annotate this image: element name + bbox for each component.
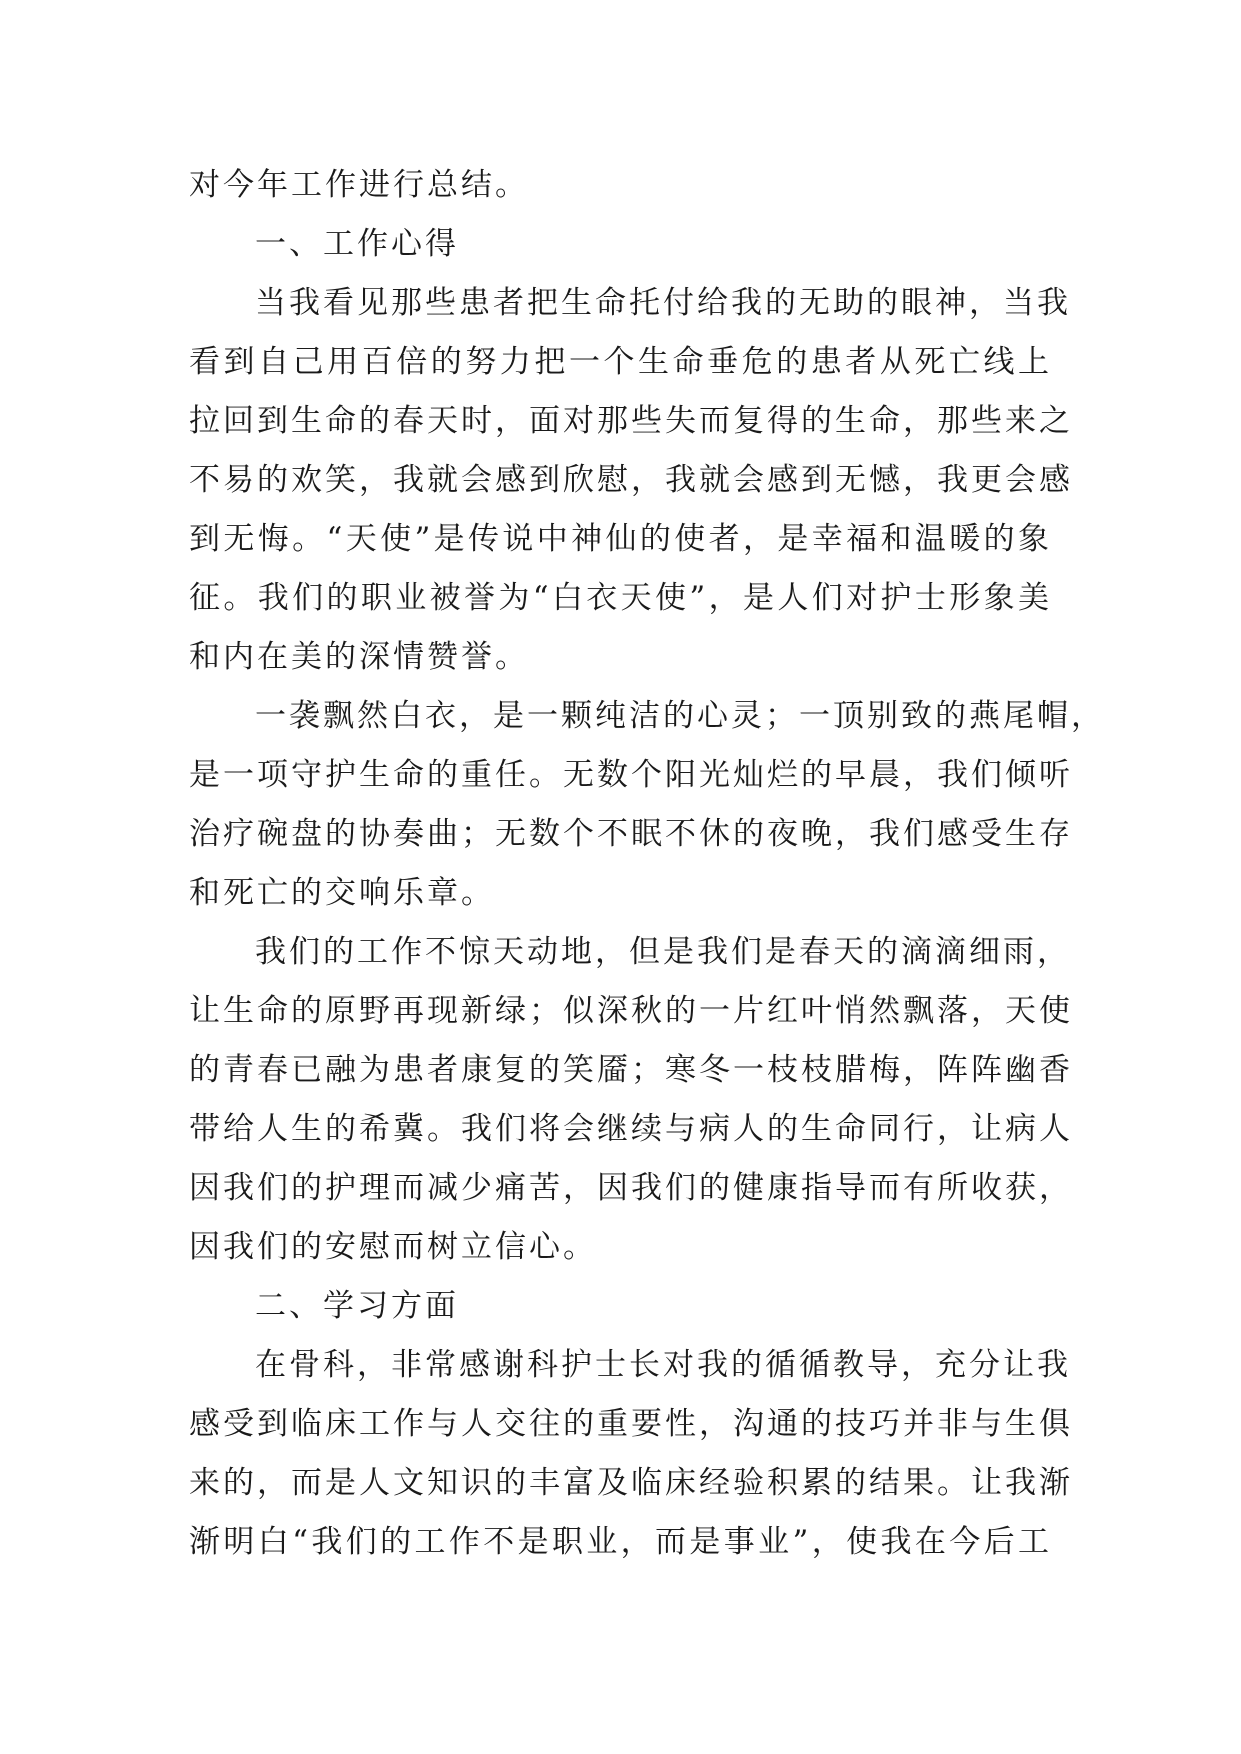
- text-line: 一袭飘然白衣，是一颗纯洁的心灵；一顶别致的燕尾帽，: [255, 698, 1105, 734]
- text-line: 来的，而是人文知识的丰富及临床经验积累的结果。让我渐: [189, 1465, 1073, 1501]
- text-line: 二、学习方面: [255, 1288, 459, 1324]
- text-line: 看到自己用百倍的努力把一个生命垂危的患者从死亡线上: [189, 344, 1052, 380]
- text-line: 一、工作心得: [255, 226, 459, 262]
- text-line: 渐明白“我们的工作不是职业，而是事业”，使我在今后工: [189, 1524, 1052, 1560]
- text-line: 到无悔。“天使”是传说中神仙的使者，是幸福和温暖的象: [189, 521, 1052, 557]
- text-line: 因我们的安慰而树立信心。: [189, 1229, 597, 1265]
- text-line: 是一项守护生命的重任。无数个阳光灿烂的早晨，我们倾听: [189, 757, 1073, 793]
- text-line: 和内在美的深情赞誉。: [189, 639, 529, 675]
- text-line: 因我们的护理而减少痛苦，因我们的健康指导而有所收获，: [189, 1170, 1073, 1206]
- text-line: 在骨科，非常感谢科护士长对我的循循教导，充分让我: [255, 1347, 1071, 1383]
- document-body: [189, 156, 1105, 1572]
- text-line: 和死亡的交响乐章。: [189, 875, 495, 911]
- text-line: 感受到临床工作与人交往的重要性，沟通的技巧并非与生俱: [189, 1406, 1073, 1442]
- text-line: 的青春已融为患者康复的笑靥；寒冬一枝枝腊梅，阵阵幽香: [189, 1052, 1073, 1088]
- text-line: 治疗碗盘的协奏曲；无数个不眠不休的夜晚，我们感受生存: [189, 816, 1073, 852]
- text-line: 让生命的原野再现新绿；似深秋的一片红叶悄然飘落，天使: [189, 993, 1073, 1029]
- text-line: 征。我们的职业被誉为“白衣天使”，是人们对护士形象美: [189, 580, 1052, 616]
- text-line: 拉回到生命的春天时，面对那些失而复得的生命，那些来之: [189, 403, 1073, 439]
- text-line: 当我看见那些患者把生命托付给我的无助的眼神，当我: [255, 285, 1071, 321]
- text-line: 对今年工作进行总结。: [189, 167, 529, 203]
- text-line: 不易的欢笑，我就会感到欣慰，我就会感到无憾，我更会感: [189, 462, 1073, 498]
- text-line: 带给人生的希冀。我们将会继续与病人的生命同行，让病人: [189, 1111, 1073, 1147]
- text-line: 我们的工作不惊天动地，但是我们是春天的滴滴细雨，: [255, 934, 1071, 970]
